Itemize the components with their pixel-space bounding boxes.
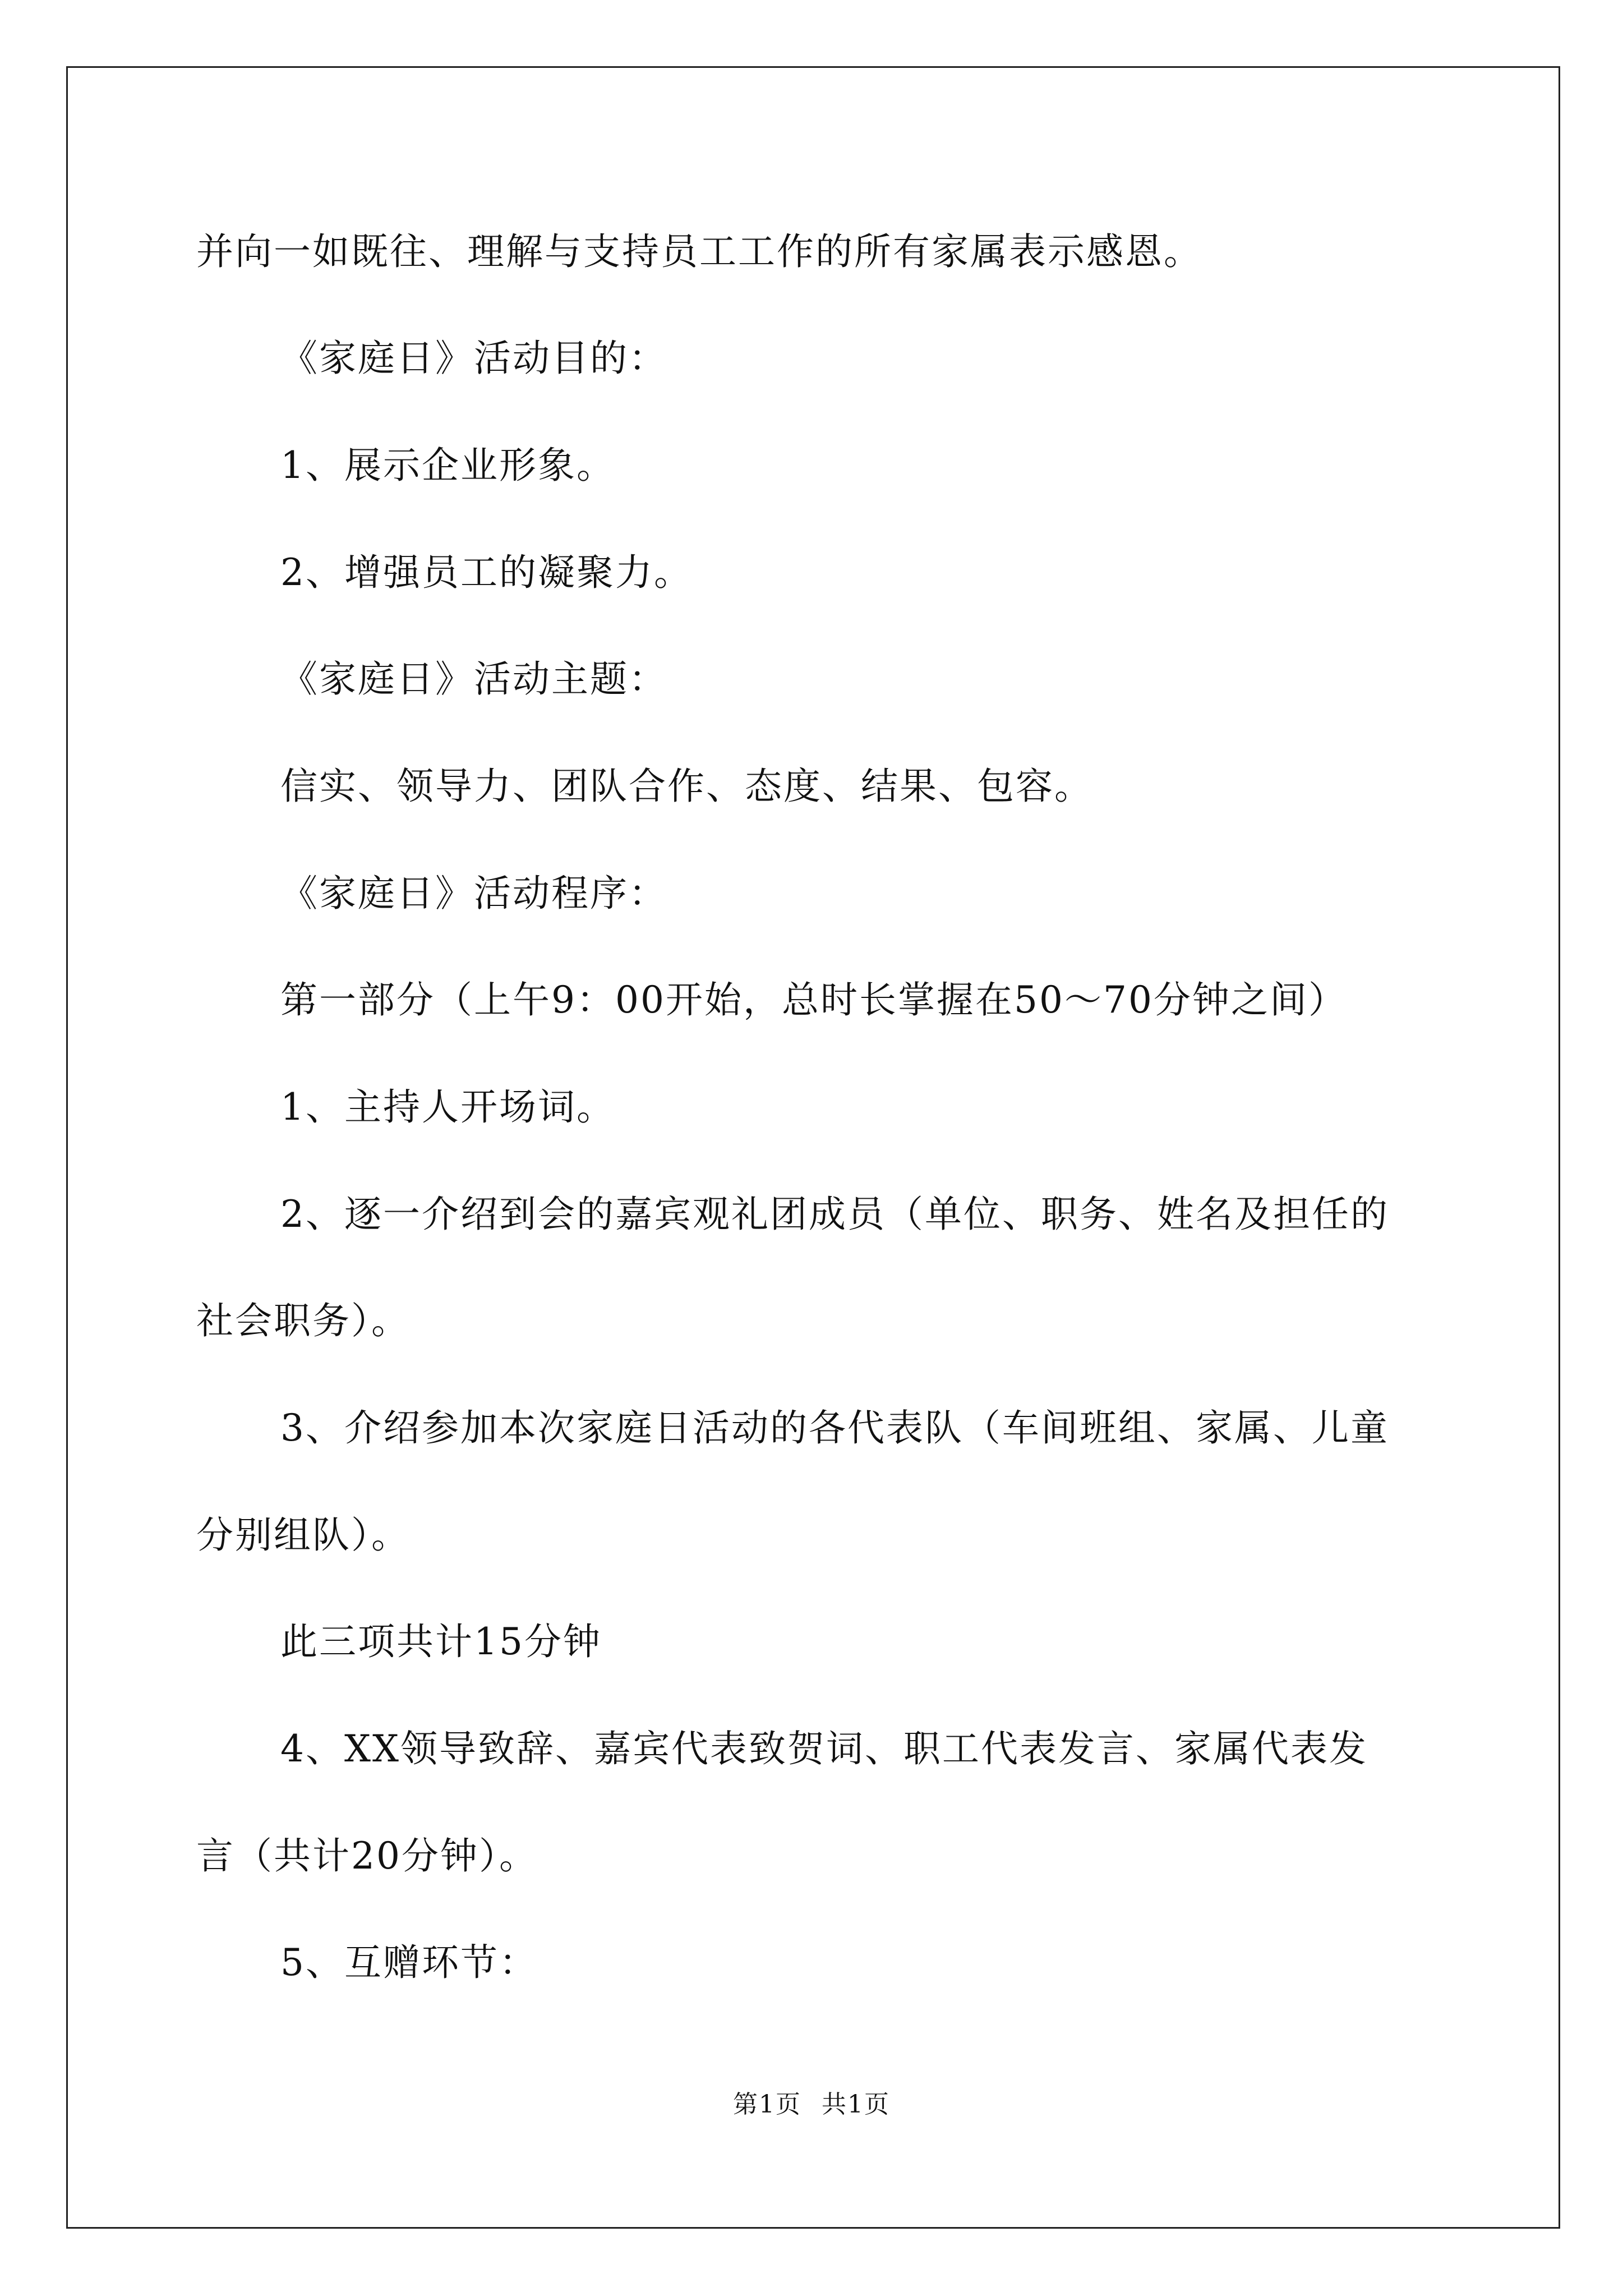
paragraph-line: 言（共计20分钟）。 <box>196 1834 538 1878</box>
page-total: 共1页 <box>822 2090 890 2119</box>
paragraph-line: 分别组队）。 <box>196 1513 410 1557</box>
page-footer <box>0 2084 1623 2120</box>
list-item: 3、介绍参加本次家庭日活动的各代表队（车间班组、家属、儿童 <box>280 1406 1389 1450</box>
page-border <box>66 66 1560 2229</box>
list-item: 2、增强员工的凝聚力。 <box>280 551 693 594</box>
section-heading-program: 《家庭日》活动程序： <box>280 872 667 915</box>
list-item: 4、XX领导致辞、嘉宾代表致贺词、职工代表发言、家属代表发 <box>280 1727 1368 1770</box>
section-heading-purpose: 《家庭日》活动目的： <box>280 337 667 380</box>
section-heading-theme: 《家庭日》活动主题： <box>280 657 667 701</box>
list-item: 1、主持人开场词。 <box>280 1085 615 1129</box>
list-item: 5、互赠环节： <box>280 1941 538 1984</box>
list-item: 2、逐一介绍到会的嘉宾观礼团成员（单位、职务、姓名及担任的 <box>280 1193 1389 1236</box>
list-item: 1、展示企业形象。 <box>280 444 615 487</box>
page-number: 第1页 <box>733 2090 801 2119</box>
subsection-heading: 第一部分（上午9：00开始，总时长掌握在50～70分钟之间） <box>280 978 1347 1022</box>
paragraph-line: 此三项共计15分钟 <box>280 1620 602 1663</box>
paragraph-line: 社会职务）。 <box>196 1299 410 1342</box>
paragraph-line: 并向一如既往、理解与支持员工工作的所有家属表示感恩。 <box>196 230 1202 273</box>
paragraph-line: 信实、领导力、团队合作、态度、结果、包容。 <box>280 765 1093 808</box>
